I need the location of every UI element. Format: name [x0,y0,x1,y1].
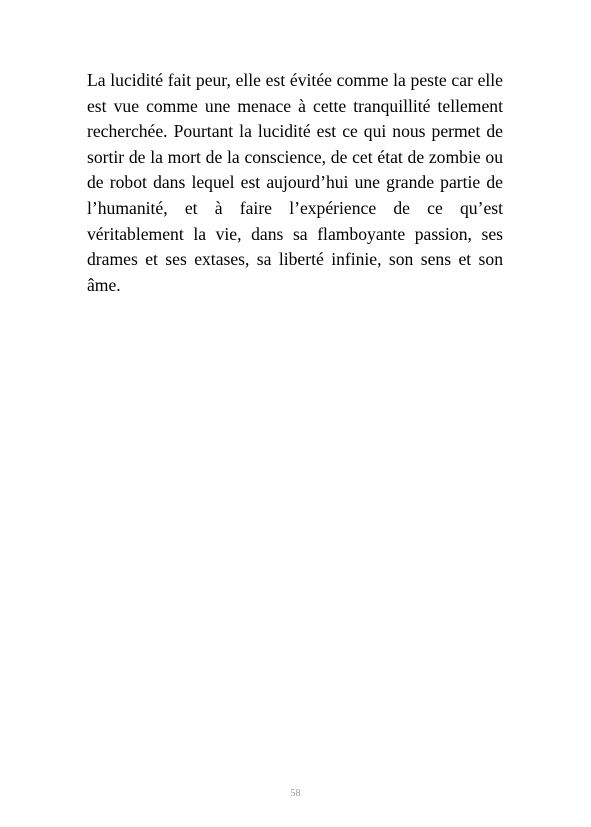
body-paragraph: La lucidité fait peur, elle est évitée comme la peste car elle est vue comme une menace à cette tranquillité tellement recherchée. Pourtant la lucidité est ce qui nous permet de sortir de la mort de la conscience, de cet état de zombie ou de robot dans lequel est aujourd’hui une grande partie de l’humanité, et à faire l’expérience de ce qu’est véritablement la vie, dans sa flamboyante passion, ses drames et ses extases, sa liberté infinie, son sens et son âme. [87,70,503,295]
page-number: 58 [290,788,301,799]
